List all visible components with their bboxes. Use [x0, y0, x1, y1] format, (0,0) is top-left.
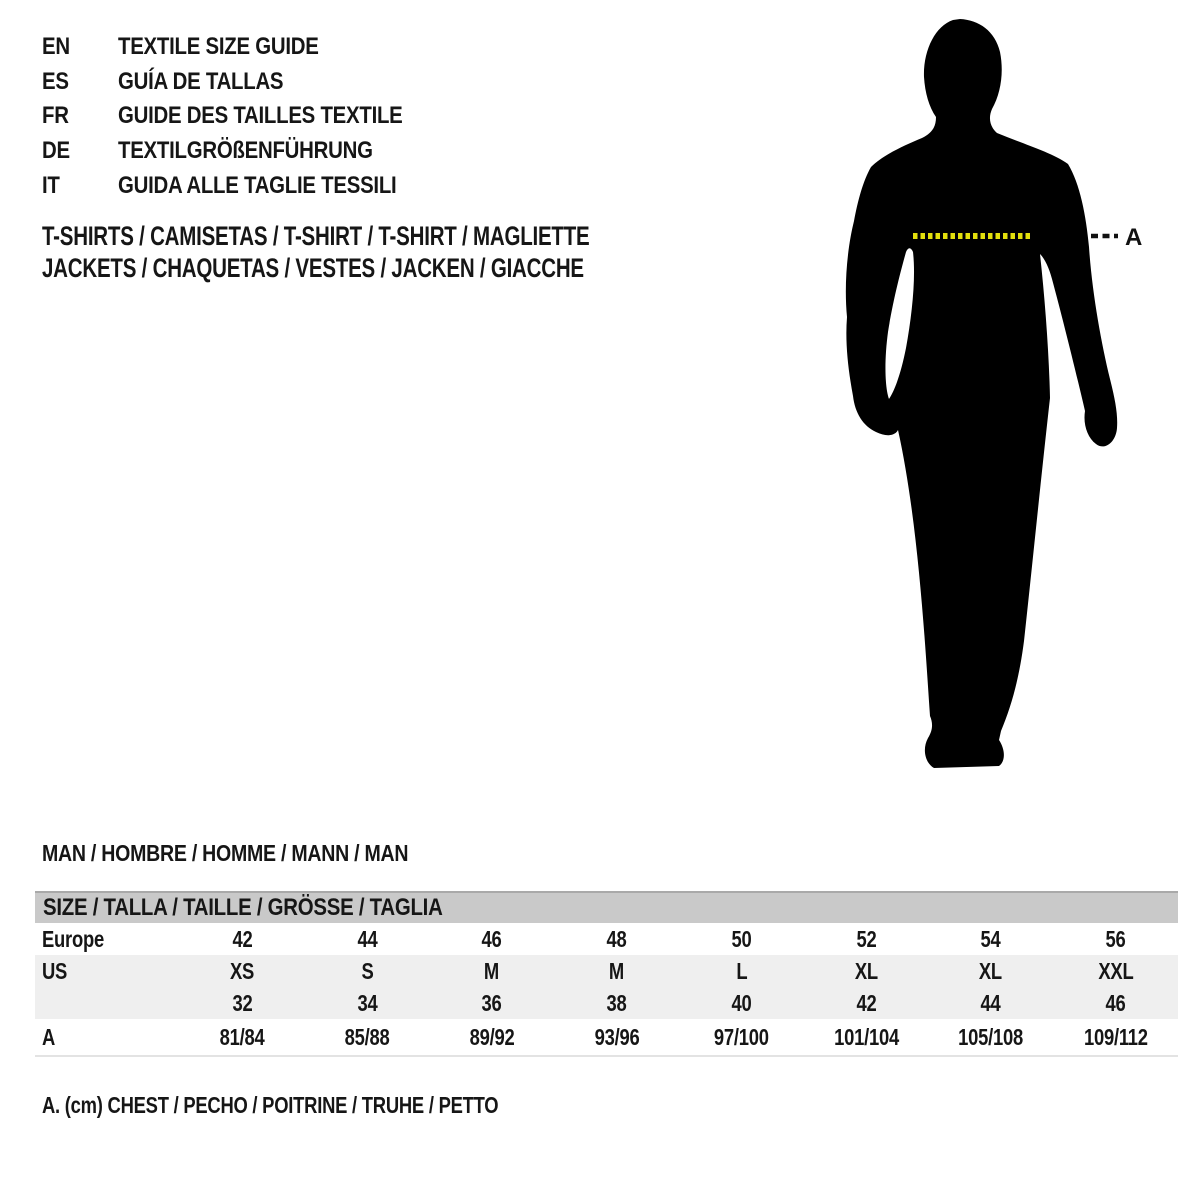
language-code: DE [42, 137, 70, 165]
size-cell: 36 [481, 989, 502, 1016]
language-title: GUIDE DES TAILLES TEXTILE [118, 102, 403, 130]
language-code: ES [42, 67, 69, 95]
size-cell: 89/92 [469, 1023, 515, 1050]
size-cell: 56 [1105, 925, 1126, 952]
language-title: GUÍA DE TALLAS [118, 67, 284, 95]
size-cell: 46 [1105, 989, 1126, 1016]
size-cell: M [609, 957, 625, 984]
language-code: IT [42, 171, 60, 199]
size-cell: 109/112 [1083, 1023, 1148, 1050]
language-title-list [42, 30, 453, 203]
language-row-de [42, 134, 453, 169]
language-row-es [42, 65, 453, 100]
size-cell: 97/100 [713, 1023, 769, 1050]
size-cell: 105/108 [958, 1023, 1024, 1050]
size-cell: 46 [481, 925, 502, 952]
row-label [35, 990, 180, 1017]
size-cell: 81/84 [219, 1023, 265, 1050]
size-cell: 42 [232, 925, 253, 952]
size-cell: 85/88 [344, 1023, 390, 1050]
man-silhouette [846, 19, 1117, 768]
section-title-man: MAN / HOMBRE / HOMME / MANN / MAN [42, 839, 409, 866]
row-label: A [42, 1023, 56, 1050]
size-cell: 40 [731, 989, 752, 1016]
table-row-chest [35, 1019, 1178, 1057]
language-row-en [42, 30, 453, 65]
size-cell: XL [979, 957, 1003, 984]
language-code: EN [42, 33, 70, 61]
size-cell: 54 [980, 925, 1001, 952]
size-cell: 101/104 [833, 1023, 899, 1050]
size-table-header: SIZE / TALLA / TAILLE / GRÖSSE / TAGLIA [35, 893, 1178, 923]
size-cell: 52 [856, 925, 877, 952]
language-title: GUIDA ALLE TAGLIE TESSILI [118, 171, 397, 199]
size-cell: S [361, 957, 374, 984]
language-code: FR [42, 102, 69, 130]
row-label: US [42, 957, 68, 984]
measurement-footnote: A. (cm) CHEST / PECHO / POITRINE / TRUHE / PETTO [42, 1091, 499, 1118]
size-cell: 93/96 [594, 1023, 640, 1050]
size-cell: 38 [606, 989, 627, 1016]
size-cell: 44 [357, 925, 378, 952]
measure-label: A [1125, 224, 1143, 251]
size-cell: XL [854, 957, 878, 984]
table-row-us-numeric [35, 987, 1178, 1019]
size-cell: XS [230, 957, 255, 984]
size-cell: 32 [232, 989, 253, 1016]
category-line-jackets: JACKETS / CHAQUETAS / VESTES / JACKEN / GIACCHE [42, 252, 584, 283]
size-cell: XXL [1098, 957, 1134, 984]
category-list [42, 220, 762, 284]
language-row-fr [42, 99, 453, 134]
size-cell: L [735, 957, 747, 984]
language-title: TEXTILGRÖßENFÜHRUNG [118, 137, 373, 165]
row-label: Europe [42, 925, 104, 952]
size-table [35, 891, 1178, 1057]
category-line-tshirts: T-SHIRTS / CAMISETAS / T-SHIRT / T-SHIRT / MAGLIETTE [42, 220, 590, 251]
size-cell: 50 [731, 925, 752, 952]
language-row-it [42, 168, 453, 203]
table-row-us [35, 955, 1178, 987]
size-cell: 34 [357, 989, 378, 1016]
table-row-europe [35, 923, 1178, 955]
size-cell: M [484, 957, 500, 984]
size-cell: 42 [856, 989, 877, 1016]
language-title: TEXTILE SIZE GUIDE [118, 33, 319, 61]
size-cell: 48 [606, 925, 627, 952]
size-cell: 44 [980, 989, 1001, 1016]
